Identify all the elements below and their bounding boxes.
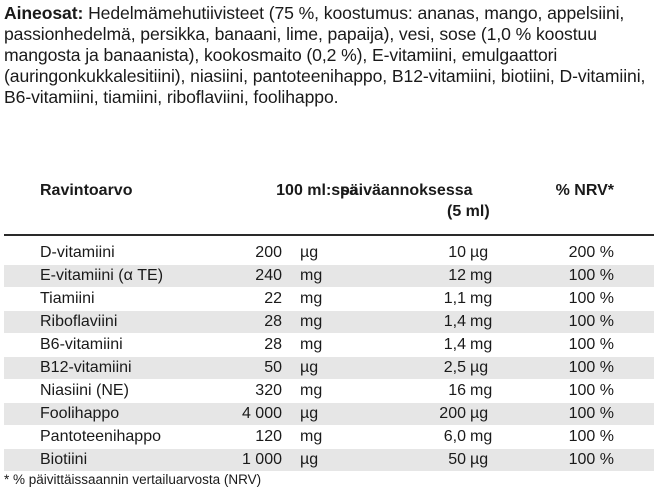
nrv-percent: 100 % bbox=[568, 428, 614, 445]
unit-daily: µg bbox=[470, 451, 489, 468]
nutrient-name: Biotiini bbox=[40, 451, 88, 468]
header-daily-dose-amount: (5 ml) bbox=[447, 203, 490, 220]
value-daily: 1,4 bbox=[443, 313, 466, 330]
unit-daily: µg bbox=[470, 359, 489, 376]
nutrient-name: Pantoteenihappo bbox=[40, 428, 161, 445]
header-divider bbox=[4, 234, 654, 236]
nrv-footnote: * % päivittäissaannin vertailuarvosta (NRV) bbox=[4, 472, 262, 487]
table-body bbox=[4, 242, 654, 471]
nutrient-name: B12-vitamiini bbox=[40, 359, 132, 376]
value-per-100ml: 320 bbox=[255, 382, 282, 399]
table-row bbox=[4, 449, 654, 471]
unit-per-100ml: mg bbox=[300, 428, 323, 445]
unit-per-100ml: µg bbox=[300, 451, 319, 468]
unit-per-100ml: mg bbox=[300, 336, 323, 353]
nutrient-name: B6-vitamiini bbox=[40, 336, 123, 353]
nrv-percent: 100 % bbox=[568, 382, 614, 399]
nutrient-name: Tiamiini bbox=[40, 290, 95, 307]
value-daily: 1,1 bbox=[443, 290, 466, 307]
nrv-percent: 100 % bbox=[568, 267, 614, 284]
value-per-100ml: 22 bbox=[264, 290, 282, 307]
table-row bbox=[4, 334, 654, 356]
nutrient-name: Foolihappo bbox=[40, 405, 120, 422]
table-header bbox=[4, 177, 654, 225]
value-daily: 1,4 bbox=[443, 336, 466, 353]
value-per-100ml: 50 bbox=[264, 359, 282, 376]
value-per-100ml: 28 bbox=[264, 336, 282, 353]
nutrition-table bbox=[4, 177, 654, 472]
table-row bbox=[4, 357, 654, 379]
nrv-percent: 100 % bbox=[568, 336, 614, 353]
unit-per-100ml: mg bbox=[300, 313, 323, 330]
nrv-percent: 100 % bbox=[568, 451, 614, 468]
unit-daily: mg bbox=[470, 313, 493, 330]
nutrient-name: Riboflaviini bbox=[40, 313, 118, 330]
unit-daily: mg bbox=[470, 290, 493, 307]
header-per-100ml: 100 ml:ssa bbox=[276, 182, 358, 199]
value-per-100ml: 120 bbox=[255, 428, 282, 445]
unit-daily: mg bbox=[470, 382, 493, 399]
unit-daily: mg bbox=[470, 267, 493, 284]
value-daily: 12 bbox=[448, 267, 466, 284]
unit-per-100ml: mg bbox=[300, 382, 323, 399]
unit-per-100ml: mg bbox=[300, 290, 323, 307]
nrv-percent: 200 % bbox=[568, 244, 614, 261]
unit-daily: µg bbox=[470, 405, 489, 422]
header-nrv: % NRV* bbox=[555, 182, 614, 199]
table-row bbox=[4, 265, 654, 287]
value-daily: 6,0 bbox=[443, 428, 466, 445]
unit-daily: mg bbox=[470, 428, 493, 445]
table-row bbox=[4, 288, 654, 310]
value-daily: 200 bbox=[439, 405, 466, 422]
ingredients-text: Hedelmämehutiivisteet (75 %, koostumus: ananas, mango, appelsiini, passionhedelmä, persikka, banaani, lime, papaija), vesi, sose (1,0 % koostuu mangosta ja banaanista), kookosmaito (0,2 %), E-vitamiini, emulgaattori (auringonkukkalesitiini), niasiini, pantoteenihappo, B12-vitamiini, biotiini, D-vitamiini, B6-vitamiini, tiamiini, riboflaviini, foolihappo. bbox=[4, 3, 646, 107]
value-daily: 16 bbox=[448, 382, 466, 399]
value-per-100ml: 4 000 bbox=[241, 405, 282, 422]
unit-per-100ml: µg bbox=[300, 405, 319, 422]
table-row bbox=[4, 380, 654, 402]
nutrient-name: D-vitamiini bbox=[40, 244, 115, 261]
nrv-percent: 100 % bbox=[568, 313, 614, 330]
value-daily: 50 bbox=[448, 451, 466, 468]
table-row bbox=[4, 311, 654, 333]
unit-daily: µg bbox=[470, 244, 489, 261]
ingredients-label: Aineosat: bbox=[4, 3, 84, 23]
table-row bbox=[4, 242, 654, 264]
nrv-percent: 100 % bbox=[568, 359, 614, 376]
value-per-100ml: 1 000 bbox=[241, 451, 282, 468]
unit-daily: mg bbox=[470, 336, 493, 353]
nrv-percent: 100 % bbox=[568, 405, 614, 422]
unit-per-100ml: mg bbox=[300, 267, 323, 284]
nutrient-name: E-vitamiini (α TE) bbox=[40, 267, 164, 284]
unit-per-100ml: µg bbox=[300, 244, 319, 261]
value-daily: 10 bbox=[448, 244, 466, 261]
nrv-percent: 100 % bbox=[568, 290, 614, 307]
value-per-100ml: 28 bbox=[264, 313, 282, 330]
ingredients-paragraph bbox=[4, 3, 654, 108]
nutrient-name: Niasiini (NE) bbox=[40, 382, 129, 399]
value-daily: 2,5 bbox=[443, 359, 466, 376]
value-per-100ml: 200 bbox=[255, 244, 282, 261]
table-row bbox=[4, 403, 654, 425]
header-daily-dose: päiväannoksessa bbox=[340, 182, 473, 199]
value-per-100ml: 240 bbox=[255, 267, 282, 284]
table-row bbox=[4, 426, 654, 448]
header-nutrient: Ravintoarvo bbox=[40, 182, 133, 199]
unit-per-100ml: µg bbox=[300, 359, 319, 376]
